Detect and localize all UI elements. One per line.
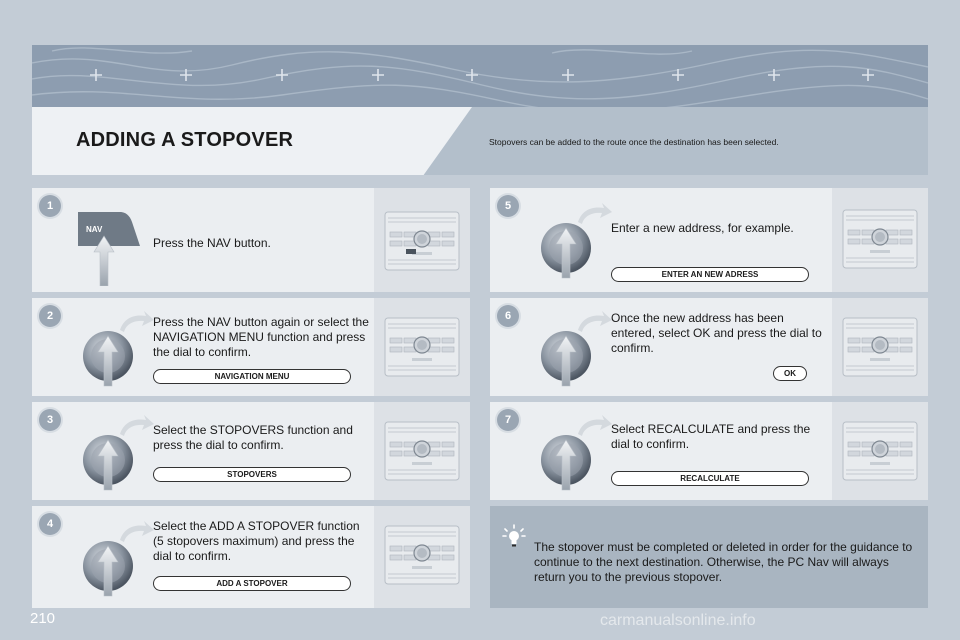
step-number-badge: 5 [497,195,519,217]
step-6-panel [490,298,928,396]
step-4-panel [32,506,470,608]
step-number-badge: 6 [497,305,519,327]
lightbulb-icon [502,524,526,548]
menu-option-add-a-stopover: ADD A STOPOVER [153,576,351,591]
title-bar [32,107,928,175]
radio-unit-icon [384,210,460,272]
dial-push-icon [76,518,156,598]
step-5-panel [490,188,928,292]
step-2-panel [32,298,470,396]
watermark: carmanualsonline.info [600,612,756,629]
menu-option-ok: OK [773,366,807,381]
radio-unit-icon [384,316,460,378]
step-instruction: Select RECALCULATE and press the dial to confirm. [611,422,811,451]
step-7-panel [490,402,928,500]
nav-button-icon [74,206,144,286]
step-instruction: Once the new address has been entered, select OK and press the dial to confirm. [611,311,822,355]
dial-push-icon [534,308,614,388]
step-instruction: Enter a new address, for example. [611,221,794,235]
step-number-badge: 2 [39,305,61,327]
page-number: 210 [30,610,56,627]
step-instruction: Press the NAV button again or select the NAVIGATION MENU function and press the dial to confirm. [153,315,369,359]
step-instruction: Select the ADD A STOPOVER function (5 stopovers maximum) and press the dial to confirm. [153,519,360,563]
page-title: ADDING A STOPOVER [76,129,294,151]
radio-unit-icon [842,420,918,482]
radio-unit-icon [842,316,918,378]
step-instruction: Press the NAV button. [153,236,271,250]
topographic-pattern [32,45,928,107]
step-3-panel [32,402,470,500]
header-banner [32,45,928,107]
tip-text: The stopover must be completed or deleted in order for the guidance to continue to the next destination. Otherwise, the PC Nav will always return you to the previous stopover. [534,540,913,584]
step-instruction: Select the STOPOVERS function and press the dial to confirm. [153,423,353,452]
radio-unit-icon [384,420,460,482]
step-number-badge: 1 [39,195,61,217]
menu-option-recalculate: RECALCULATE [611,471,809,486]
dial-push-icon [76,412,156,492]
step-number-badge: 4 [39,513,61,535]
radio-unit-icon [842,208,918,270]
step-number-badge: 3 [39,409,61,431]
radio-unit-icon [384,524,460,586]
dial-push-icon [76,308,156,388]
intro-text: Stopovers can be added to the route once the destination has been selected. [489,137,779,147]
menu-option-navigation-menu: NAVIGATION MENU [153,369,351,384]
nav-key-label: NAV [86,225,103,234]
menu-option-enter-new-address: ENTER AN NEW ADRESS [611,267,809,282]
menu-option-stopovers: STOPOVERS [153,467,351,482]
dial-push-icon [534,412,614,492]
tip-panel [490,506,928,608]
dial-push-icon [534,200,614,280]
step-1-panel [32,188,470,292]
step-number-badge: 7 [497,409,519,431]
